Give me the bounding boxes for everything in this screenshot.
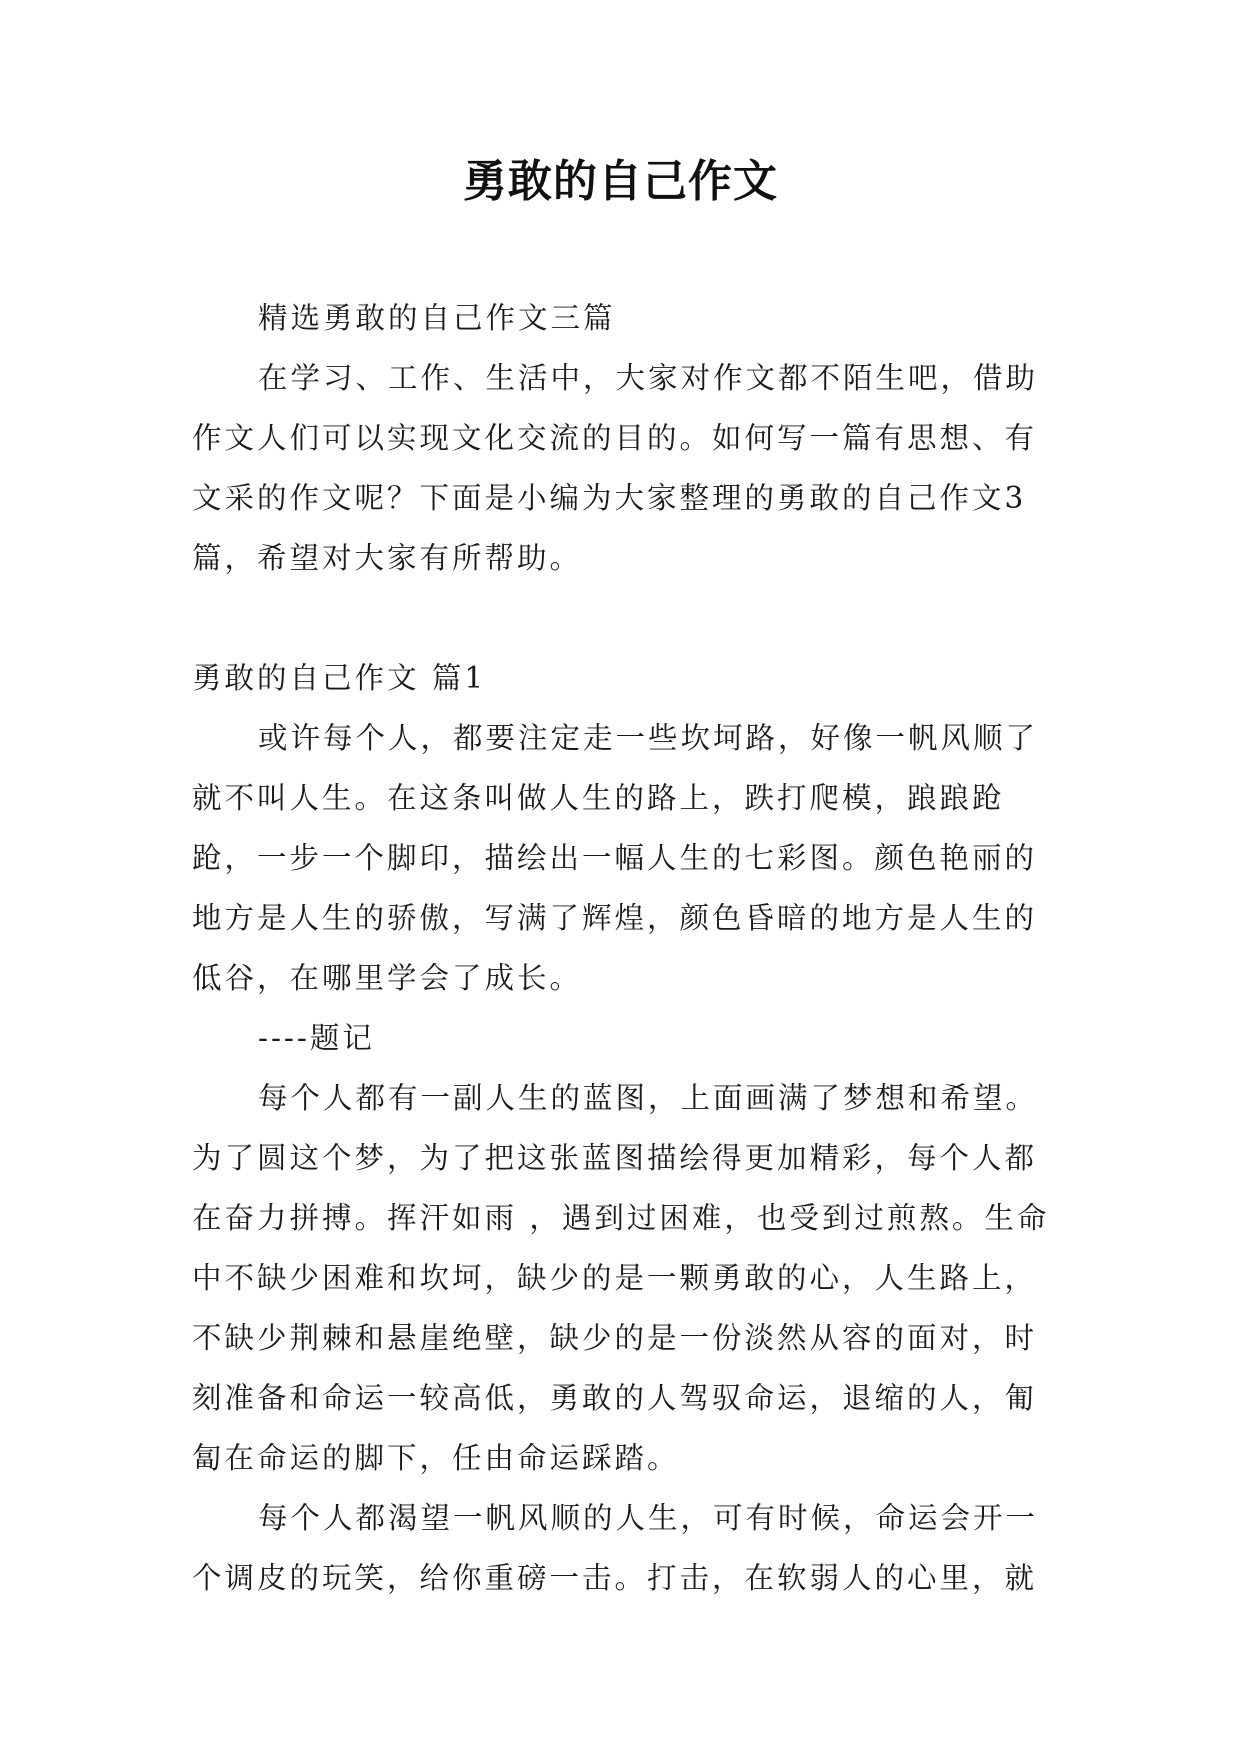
body-paragraph: 每个人都有一副人生的蓝图，上面画满了梦想和希望。为了圆这个梦，为了把这张蓝图描绘得更加精彩，每个人都在奋力拼搏。挥汗如雨 ，遇到过困难，也受到过煎熬。生命中不缺少困难和坎坷，缺少的是一颗勇敢的心，人生路上，不缺少荆棘和悬崖绝壁，缺少的是一份淡然从容的面对，时刻准备和命运一较高低，勇敢的人驾驭命运，退缩的人，匍匐在命运的脚下，任由命运踩踏。	[192, 1081, 1050, 1475]
body-paragraph: 或许每个人，都要注定走一些坎坷路，好像一帆风顺了就不叫人生。在这条叫做人生的路上，跌打爬模，踉踉跄跄，一步一个脚印，描绘出一幅人生的七彩图。颜色艳丽的地方是人生的骄傲，写满了辉煌，颜色昏暗的地方是人生的低谷，在哪里学会了成长。	[192, 721, 1039, 995]
epigraph-attribution: ----题记	[258, 1021, 375, 1055]
section-heading: 勇敢的自己作文 篇1	[192, 661, 487, 695]
body-paragraph: 每个人都渴望一帆风顺的人生，可有时候，命运会开一个调皮的玩笑，给你重磅一击。打击，在软弱人的心里，就	[192, 1501, 1039, 1595]
intro-paragraph: 在学习、工作、生活中，大家对作文都不陌生吧，借助作文人们可以实现文化交流的目的。如何写一篇有思想、有文采的作文呢？下面是小编为大家整理的勇敢的自己作文3篇，希望对大家有所帮助。	[192, 361, 1039, 575]
document-subtitle: 精选勇敢的自己作文三篇	[258, 301, 616, 335]
document-body	[192, 288, 1054, 1608]
document-title: 勇敢的自己作文	[463, 156, 778, 207]
paragraph-gap	[192, 588, 1054, 648]
